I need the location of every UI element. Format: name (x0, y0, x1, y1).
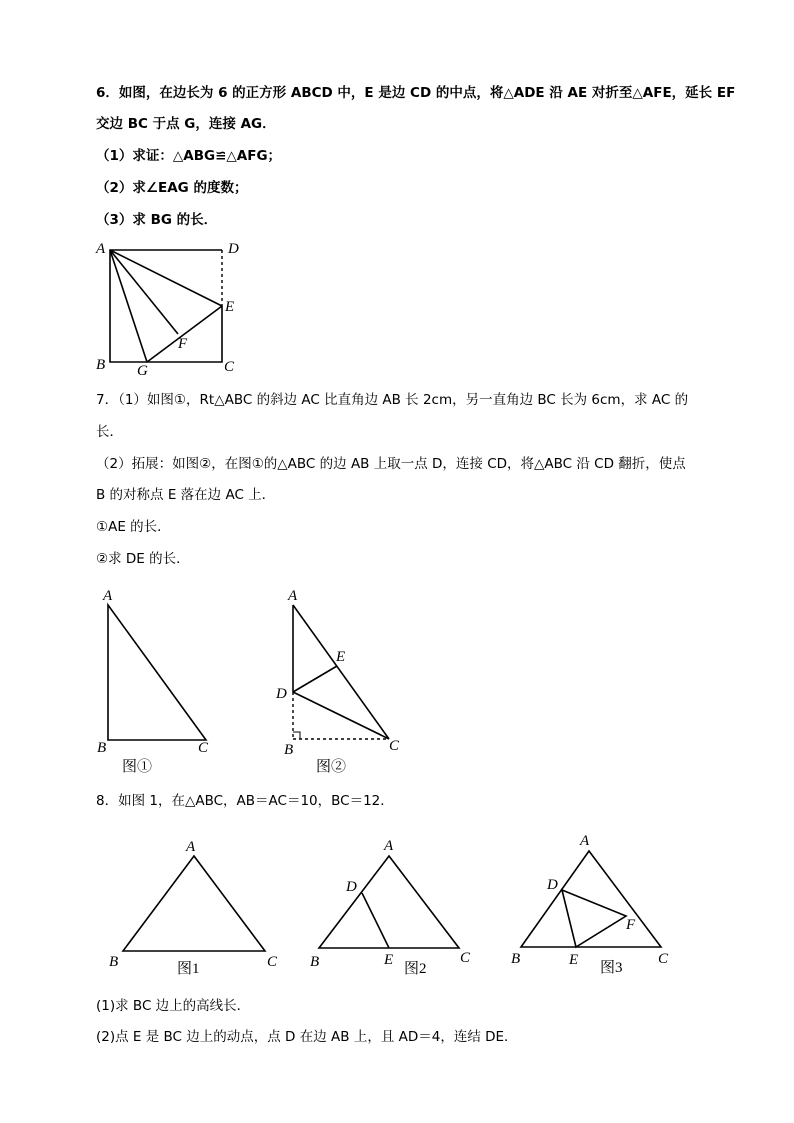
q6-statement-line1: 6．如图，在边长为 6 的正方形 ABCD 中，E 是边 CD 的中点，将△ADE 沿 AE 对折至△AFE，延长 EF (96, 85, 736, 101)
q8-fig2-caption: 图2 (404, 961, 427, 977)
q7-fig2-label-B: B (284, 742, 294, 758)
q6-label-C: C (224, 359, 235, 375)
q7-part2-line1: （2）拓展：如图②，在图①的△ABC 的边 AB 上取一点 D，连接 CD，将△ABC 沿 CD 翻折，使点 (96, 456, 686, 472)
q7-part2-line2: B 的对称点 E 落在边 AC 上． (96, 487, 276, 503)
q6-label-F: F (178, 336, 188, 352)
q6-part3: （3）求 BG 的长． (96, 212, 218, 228)
q6-label-D: D (228, 241, 239, 257)
q8-part2: (2)点 E 是 BC 边上的动点，点 D 在边 AB 上，且 AD＝4，连结 DE． (96, 1029, 518, 1045)
q8-fig2-label-B: B (310, 954, 320, 970)
q7-fig2-label-E: E (336, 649, 346, 665)
q8-fig1-caption: 图1 (177, 961, 200, 977)
q6-label-A: A (96, 241, 106, 257)
q8-fig2-segment-DE (362, 893, 389, 948)
q7-sub1: ①AE 的长． (96, 519, 171, 535)
q6-part2: （2）求∠EAG 的度数； (96, 180, 248, 196)
q6-label-B: B (96, 357, 106, 373)
q7-fig2-label-D: D (276, 686, 287, 702)
q7-part1-line1: 7．（1）如图①，Rt△ABC 的斜边 AC 比直角边 AB 长 2cm，另一直角边 BC 长为 6cm，求 AC 的 (96, 392, 689, 408)
q7-fig2-label-A: A (288, 588, 298, 604)
q8-fig3-label-A: A (580, 833, 590, 849)
q8-fig2-label-A: A (384, 838, 394, 854)
q8-fig2-label-E: E (384, 952, 394, 968)
q8-fig1-label-B: B (109, 954, 119, 970)
q8-figure3 (511, 833, 669, 976)
q8-fig3-label-E: E (569, 952, 579, 968)
q8-part1: (1)求 BC 边上的高线长． (96, 998, 251, 1014)
q8-fig3-label-F: F (626, 917, 636, 933)
q8-fig3-label-B: B (511, 951, 521, 967)
q8-fig3-triangle-DEF (562, 890, 626, 947)
q8-fig2-label-D: D (346, 879, 357, 895)
q7-sub2: ②求 DE 的长． (96, 551, 190, 567)
q8-figure1 (109, 839, 278, 977)
q8-fig2-label-C: C (460, 950, 471, 966)
q7-fig2-caption: 图② (316, 759, 347, 775)
q7-fig1-label-A: A (103, 588, 113, 604)
q7-fig1-label-C: C (198, 740, 209, 756)
q7-fig1-label-B: B (97, 740, 107, 756)
q8-fig3-label-D: D (547, 877, 558, 893)
q8-fig3-label-C: C (658, 951, 669, 967)
q6-part1: （1）求证：△ABG≌△AFG； (96, 148, 282, 164)
q8-figure2 (310, 838, 471, 977)
q6-statement-line2: 交边 BC 于点 G，连接 AG． (96, 116, 276, 132)
q6-label-E: E (225, 299, 235, 315)
q8-fig2-triangle (319, 856, 459, 948)
q6-label-G: G (137, 363, 148, 379)
q7-fig2-label-C: C (389, 738, 400, 754)
q8-fig1-label-A: A (186, 839, 196, 855)
q8-fig1-triangle (123, 856, 265, 951)
q7-fig1-caption: 图① (122, 759, 153, 775)
q8-fig1-label-C: C (267, 954, 278, 970)
q8-fig3-triangle (521, 851, 661, 947)
q8-fig3-caption: 图3 (600, 960, 623, 976)
q7-part1-line2: 长． (96, 424, 123, 440)
q8-statement: 8．如图 1，在△ABC，AB＝AC＝10，BC＝12． (96, 793, 394, 809)
